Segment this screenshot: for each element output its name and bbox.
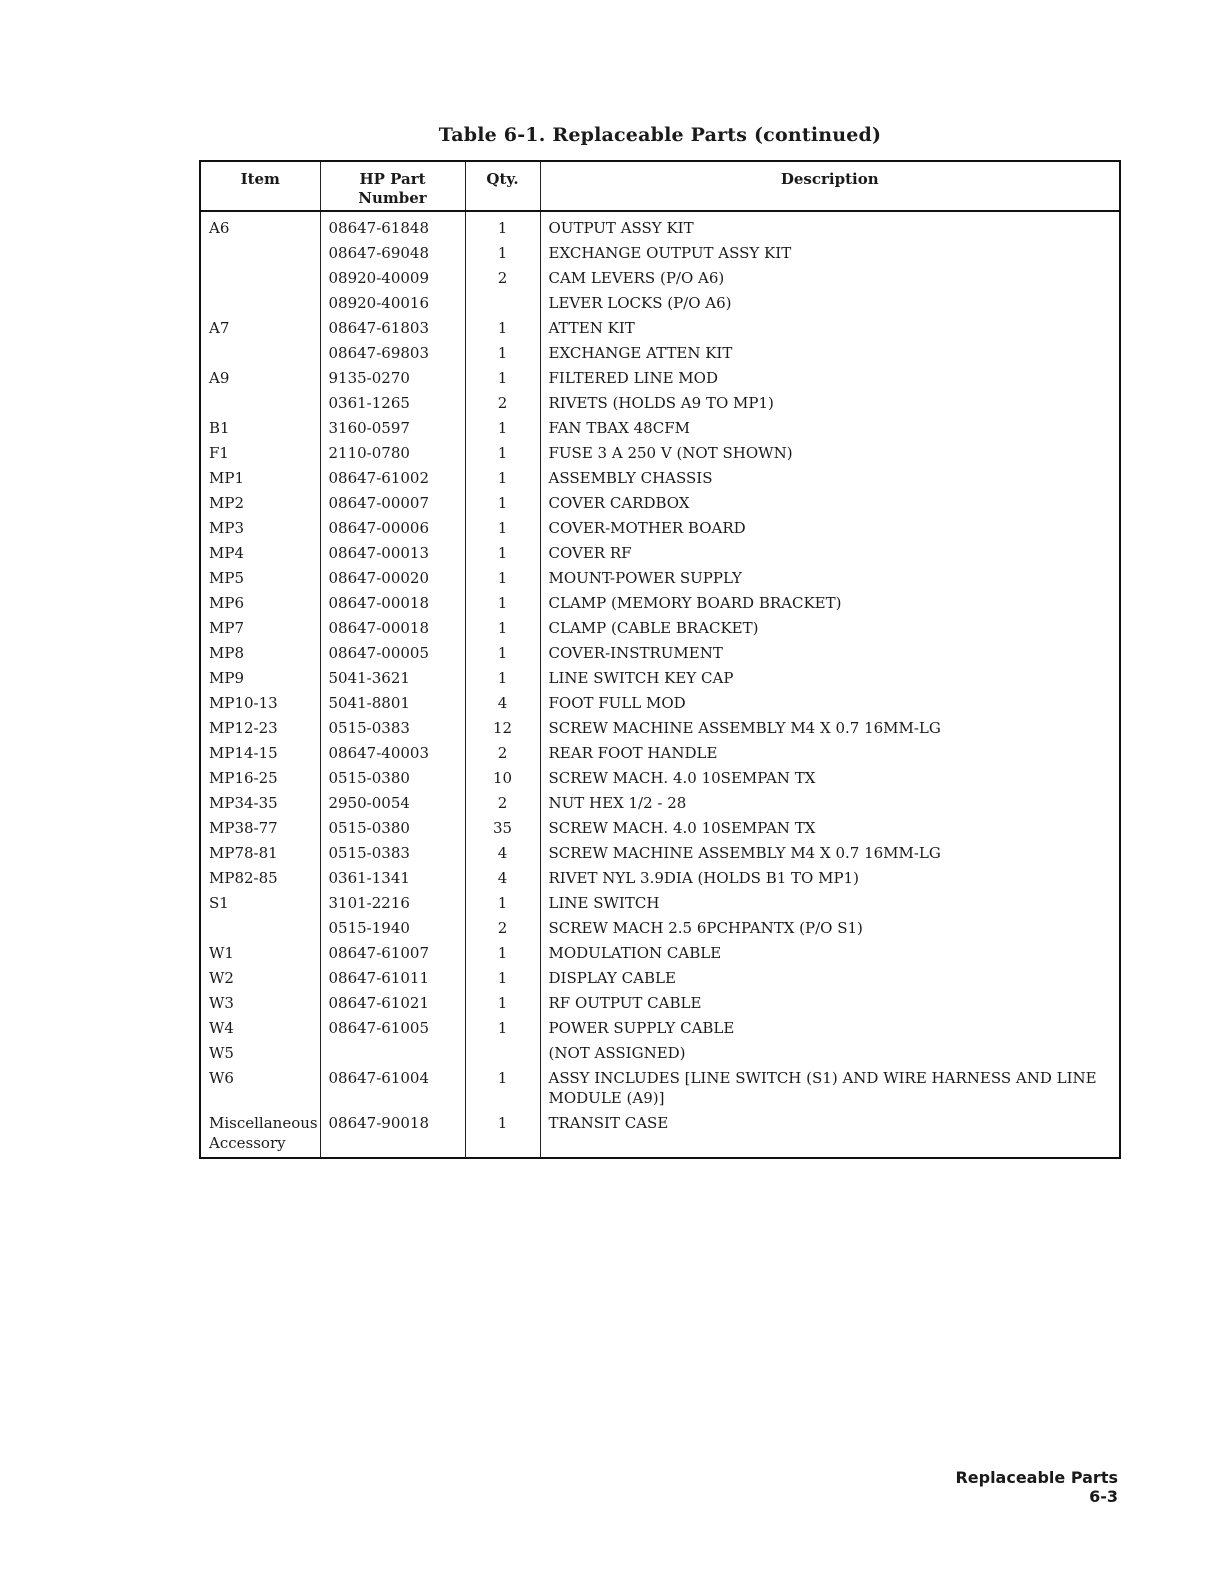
cell-part-number: 0361-1341 — [320, 865, 465, 890]
cell-qty: 1 — [465, 990, 540, 1015]
cell-description: CLAMP (CABLE BRACKET) — [540, 615, 1120, 640]
table-row — [200, 990, 1120, 1015]
cell-part-number: 08647-61011 — [320, 965, 465, 990]
cell-item: MP6 — [209, 594, 244, 612]
column-header-part-line1: HP Part — [359, 170, 426, 188]
cell-item: A7 — [209, 319, 230, 337]
table-row — [200, 740, 1120, 765]
cell-item: MP5 — [209, 569, 244, 587]
cell-item: W6 — [209, 1069, 234, 1087]
table-row — [200, 665, 1120, 690]
cell-item: MP16-25 — [209, 769, 278, 787]
cell-qty: 4 — [465, 865, 540, 890]
cell-qty: 1 — [465, 490, 540, 515]
cell-qty: 1 — [465, 590, 540, 615]
cell-description: FOOT FULL MOD — [540, 690, 1120, 715]
cell-qty: 1 — [465, 315, 540, 340]
table-row — [200, 790, 1120, 815]
table-row — [200, 765, 1120, 790]
table-row — [200, 465, 1120, 490]
cell-item: W2 — [209, 969, 234, 987]
cell-qty: 2 — [465, 790, 540, 815]
cell-item: A6 — [209, 219, 230, 237]
cell-part-number: 0515-0380 — [320, 765, 465, 790]
table-row — [200, 865, 1120, 890]
cell-part-number: 08647-00013 — [320, 540, 465, 565]
table-row — [200, 1040, 1120, 1065]
cell-description: SCREW MACHINE ASSEMBLY M4 X 0.7 16MM-LG — [540, 840, 1120, 865]
table-row — [200, 565, 1120, 590]
cell-description: COVER RF — [540, 540, 1120, 565]
cell-description: EXCHANGE OUTPUT ASSY KIT — [540, 240, 1120, 265]
table-row — [200, 440, 1120, 465]
cell-part-number: 5041-8801 — [320, 690, 465, 715]
footer-page-number: 6-3 — [1089, 1487, 1118, 1506]
cell-item: F1 — [209, 444, 229, 462]
cell-part-number: 08647-61021 — [320, 990, 465, 1015]
cell-description: OUTPUT ASSY KIT — [540, 211, 1120, 240]
cell-item: W4 — [209, 1019, 234, 1037]
cell-description: ASSY INCLUDES [LINE SWITCH (S1) AND WIRE HARNESS AND LINE MODULE (A9)] — [540, 1065, 1120, 1110]
cell-qty: 1 — [465, 665, 540, 690]
page-footer — [940, 1468, 1118, 1506]
table-row — [200, 415, 1120, 440]
cell-description: RF OUTPUT CABLE — [540, 990, 1120, 1015]
cell-qty — [465, 290, 540, 315]
cell-qty: 1 — [465, 1065, 540, 1110]
cell-description: CLAMP (MEMORY BOARD BRACKET) — [540, 590, 1120, 615]
table-body — [200, 211, 1120, 1158]
cell-item: W1 — [209, 944, 234, 962]
cell-part-number: 2950-0054 — [320, 790, 465, 815]
cell-qty: 12 — [465, 715, 540, 740]
table-row — [200, 390, 1120, 415]
cell-qty: 2 — [465, 265, 540, 290]
cell-item: MP7 — [209, 619, 244, 637]
cell-item: MP10-13 — [209, 694, 278, 712]
footer-section-title: Replaceable Parts — [955, 1468, 1118, 1487]
cell-description: ATTEN KIT — [540, 315, 1120, 340]
cell-part-number: 08647-69048 — [320, 240, 465, 265]
cell-description: SCREW MACHINE ASSEMBLY M4 X 0.7 16MM-LG — [540, 715, 1120, 740]
table-row — [200, 1015, 1120, 1040]
cell-item — [200, 290, 320, 315]
cell-description: SCREW MACH. 4.0 10SEMPAN TX — [540, 815, 1120, 840]
cell-part-number: 08647-61803 — [320, 315, 465, 340]
table-row — [200, 965, 1120, 990]
cell-qty: 1 — [465, 515, 540, 540]
cell-description: COVER-INSTRUMENT — [540, 640, 1120, 665]
cell-part-number: 08920-40016 — [320, 290, 465, 315]
cell-part-number: 08647-90018 — [320, 1110, 465, 1158]
cell-qty: 1 — [465, 440, 540, 465]
table-header-row — [200, 161, 1120, 211]
cell-part-number: 3101-2216 — [320, 890, 465, 915]
table-row — [200, 890, 1120, 915]
column-header-part-line2: Number — [358, 189, 427, 207]
cell-item: MP2 — [209, 494, 244, 512]
table-row — [200, 490, 1120, 515]
cell-description: FILTERED LINE MOD — [540, 365, 1120, 390]
cell-description: REAR FOOT HANDLE — [540, 740, 1120, 765]
cell-item — [200, 265, 320, 290]
table-row — [200, 715, 1120, 740]
cell-item: MP38-77 — [209, 819, 278, 837]
cell-part-number: 08647-69803 — [320, 340, 465, 365]
cell-description: NUT HEX 1/2 - 28 — [540, 790, 1120, 815]
cell-qty: 1 — [465, 211, 540, 240]
cell-qty: 1 — [465, 240, 540, 265]
cell-item: MP14-15 — [209, 744, 278, 762]
cell-part-number: 3160-0597 — [320, 415, 465, 440]
replaceable-parts-table — [199, 160, 1121, 1159]
column-header-description: Description — [540, 161, 1120, 211]
cell-description: MODULATION CABLE — [540, 940, 1120, 965]
cell-qty: 35 — [465, 815, 540, 840]
cell-part-number: 08647-00005 — [320, 640, 465, 665]
table-title: Table 6-1. Replaceable Parts (continued) — [438, 124, 882, 146]
cell-part-number: 0515-0383 — [320, 840, 465, 865]
table-row — [200, 1110, 1120, 1158]
cell-qty: 1 — [465, 365, 540, 390]
cell-description: POWER SUPPLY CABLE — [540, 1015, 1120, 1040]
cell-part-number: 08647-00020 — [320, 565, 465, 590]
cell-qty: 1 — [465, 465, 540, 490]
cell-part-number: 2110-0780 — [320, 440, 465, 465]
cell-qty: 1 — [465, 615, 540, 640]
cell-part-number: 5041-3621 — [320, 665, 465, 690]
cell-item: MP1 — [209, 469, 244, 487]
cell-part-number: 9135-0270 — [320, 365, 465, 390]
table-row — [200, 340, 1120, 365]
cell-qty: 4 — [465, 840, 540, 865]
table-row — [200, 640, 1120, 665]
cell-part-number — [320, 1040, 465, 1065]
cell-description: TRANSIT CASE — [540, 1110, 1120, 1158]
column-header-item: Item — [200, 161, 320, 211]
cell-item: W3 — [209, 994, 234, 1012]
cell-description: EXCHANGE ATTEN KIT — [540, 340, 1120, 365]
cell-qty — [465, 1040, 540, 1065]
cell-part-number: 08647-00006 — [320, 515, 465, 540]
cell-qty: 4 — [465, 690, 540, 715]
table-row — [200, 515, 1120, 540]
cell-qty: 1 — [465, 1110, 540, 1158]
cell-qty: 1 — [465, 965, 540, 990]
cell-description: COVER CARDBOX — [540, 490, 1120, 515]
table-row — [200, 840, 1120, 865]
cell-description: FAN TBAX 48CFM — [540, 415, 1120, 440]
cell-item: S1 — [209, 894, 229, 912]
cell-part-number: 0361-1265 — [320, 390, 465, 415]
cell-part-number: 08647-61007 — [320, 940, 465, 965]
table-row — [200, 290, 1120, 315]
cell-qty: 2 — [465, 390, 540, 415]
cell-item: MP8 — [209, 644, 244, 662]
cell-part-number: 08647-00018 — [320, 590, 465, 615]
column-header-part-number — [320, 161, 465, 211]
cell-description: COVER-MOTHER BOARD — [540, 515, 1120, 540]
column-header-qty: Qty. — [465, 161, 540, 211]
cell-description: CAM LEVERS (P/O A6) — [540, 265, 1120, 290]
table-row — [200, 315, 1120, 340]
cell-item: MP82-85 — [209, 869, 278, 887]
cell-qty: 1 — [465, 940, 540, 965]
table-row — [200, 211, 1120, 240]
cell-part-number: 0515-0383 — [320, 715, 465, 740]
cell-part-number: 0515-0380 — [320, 815, 465, 840]
table-row — [200, 1065, 1120, 1110]
cell-item: MP4 — [209, 544, 244, 562]
table-row — [200, 365, 1120, 390]
cell-qty: 1 — [465, 340, 540, 365]
cell-item — [200, 390, 320, 415]
cell-description: SCREW MACH 2.5 6PCHPANTX (P/O S1) — [540, 915, 1120, 940]
cell-item: MP9 — [209, 669, 244, 687]
cell-qty: 2 — [465, 740, 540, 765]
cell-item: MP12-23 — [209, 719, 278, 737]
cell-item: MP3 — [209, 519, 244, 537]
table-row — [200, 690, 1120, 715]
cell-description: ASSEMBLY CHASSIS — [540, 465, 1120, 490]
cell-description: DISPLAY CABLE — [540, 965, 1120, 990]
cell-part-number: 08647-61002 — [320, 465, 465, 490]
cell-qty: 1 — [465, 1015, 540, 1040]
cell-item: B1 — [209, 419, 230, 437]
cell-qty: 1 — [465, 640, 540, 665]
cell-qty: 10 — [465, 765, 540, 790]
cell-description: LEVER LOCKS (P/O A6) — [540, 290, 1120, 315]
cell-description: RIVET NYL 3.9DIA (HOLDS B1 TO MP1) — [540, 865, 1120, 890]
cell-part-number: 08647-61005 — [320, 1015, 465, 1040]
table-row — [200, 590, 1120, 615]
cell-item: MP34-35 — [209, 794, 278, 812]
cell-part-number: 08647-00007 — [320, 490, 465, 515]
cell-description: SCREW MACH. 4.0 10SEMPAN TX — [540, 765, 1120, 790]
table-row — [200, 940, 1120, 965]
cell-description: RIVETS (HOLDS A9 TO MP1) — [540, 390, 1120, 415]
cell-qty: 2 — [465, 915, 540, 940]
table-row — [200, 265, 1120, 290]
cell-item: W5 — [209, 1044, 234, 1062]
cell-item: A9 — [209, 369, 230, 387]
cell-description: LINE SWITCH — [540, 890, 1120, 915]
table-row — [200, 240, 1120, 265]
cell-item — [200, 340, 320, 365]
cell-item — [200, 240, 320, 265]
cell-part-number: 08647-61848 — [320, 211, 465, 240]
cell-qty: 1 — [465, 540, 540, 565]
cell-description: LINE SWITCH KEY CAP — [540, 665, 1120, 690]
cell-item — [200, 915, 320, 940]
table-row — [200, 615, 1120, 640]
cell-part-number: 08647-00018 — [320, 615, 465, 640]
cell-qty: 1 — [465, 565, 540, 590]
cell-description: MOUNT-POWER SUPPLY — [540, 565, 1120, 590]
cell-description: (NOT ASSIGNED) — [540, 1040, 1120, 1065]
table-row — [200, 815, 1120, 840]
cell-qty: 1 — [465, 890, 540, 915]
cell-item: MP78-81 — [209, 844, 278, 862]
cell-qty: 1 — [465, 415, 540, 440]
cell-part-number: 08647-61004 — [320, 1065, 465, 1110]
cell-part-number: 08920-40009 — [320, 265, 465, 290]
table-row — [200, 915, 1120, 940]
cell-part-number: 0515-1940 — [320, 915, 465, 940]
cell-description: FUSE 3 A 250 V (NOT SHOWN) — [540, 440, 1120, 465]
cell-item: Miscellaneous Accessory — [209, 1114, 318, 1152]
cell-part-number: 08647-40003 — [320, 740, 465, 765]
table-row — [200, 540, 1120, 565]
